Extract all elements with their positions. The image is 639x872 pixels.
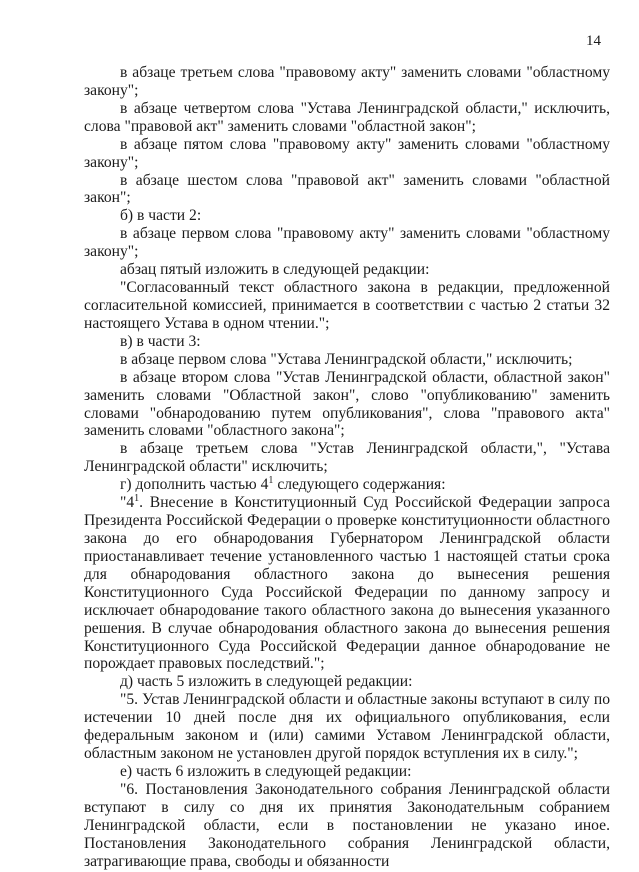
paragraph: "Согласованный текст областного закона в редакции, предложенной согласительной комиссией, принимается в соответствии с частью 2 статьи 32 настоящего Устава в одном чтении.";: [84, 279, 610, 332]
paragraph-text: г) дополнить частью 4: [120, 476, 269, 494]
paragraph: в абзаце третьем слова "правовому акту" заменить словами "областному закону";: [84, 64, 610, 99]
paragraph: д) часть 5 изложить в следующей редакции:: [120, 673, 413, 691]
paragraph: [84, 476, 610, 494]
paragraph: в абзаце третьем слова "Устав Ленинградской области,", "Устава Ленинградской области" исключить;: [84, 440, 610, 476]
document-body: [84, 64, 610, 870]
paragraph-text: "4: [120, 494, 135, 512]
paragraph: в абзаце первом слова "Устава Ленинградской области," исключить;: [120, 350, 573, 368]
paragraph: б) в части 2:: [120, 207, 202, 225]
paragraph: [84, 494, 610, 673]
paragraph: в абзаце шестом слова "правовой акт" заменить словами "областной закон";: [84, 171, 610, 207]
paragraph-text: следующего содержания:: [273, 476, 446, 494]
paragraph: "5. Устав Ленинградской области и областные законы вступают в силу по истечении 10 дней после дня их официального опубликования, если федеральным законом и (или) самими Уставом Ленинградской области, областным законом не установлен другой порядок вступления их в силу.";: [84, 691, 610, 763]
paragraph: в абзаце втором слова "Устав Ленинградской области, областной закон" заменить словами "Областной закон", слово "опубликованию" заменить словами "обнародованию путем опубликования", слова "правового акта" заменить словами "областного закона";: [84, 368, 610, 440]
paragraph: в абзаце первом слова "правовому акту" заменить словами "областному закону";: [84, 225, 610, 261]
paragraph: в абзаце пятом слова "правовому акту" заменить словами "областному закону";: [84, 135, 610, 171]
paragraph: абзац пятый изложить в следующей редакции:: [120, 261, 430, 279]
superscript: 1: [268, 475, 274, 487]
paragraph-text: . Внесение в Конституционный Суд Российской Федерации запроса Президента Российской Федерации о проверке конституционности областного закона до его обнародования Губернатором Ленинградской области приостанавливает течение установленного частью 1 настоящей статьи срока для обнародования областного закона до вынесения решения Конституционного Суда Российской Федерации по данному запросу и исключает обнародование такого областного закона до вынесения указанного решения. В случае обнародования областного закона до вынесения решения Конституционного Суда Российской Федерации данное обнародование не порождает правовых последствий.";: [84, 494, 610, 673]
paragraph: в абзаце четвертом слова "Устава Ленинградской области," исключить, слова "правовой акт" заменить словами "областной закон";: [84, 99, 610, 135]
page-number: 14: [586, 33, 601, 49]
paragraph: в) в части 3:: [120, 332, 201, 350]
paragraph: е) часть 6 изложить в следующей редакции:: [120, 762, 412, 780]
paragraph: "6. Постановления Законодательного собрания Ленинградской области вступают в силу со дня их принятия Законодательным собранием Ленинградской области, если в постановлении не указано иное. Постановления Законодательного собрания Ленинградской области, затрагивающие права, свободы и обязанности: [84, 780, 610, 870]
superscript: 1: [134, 493, 140, 505]
